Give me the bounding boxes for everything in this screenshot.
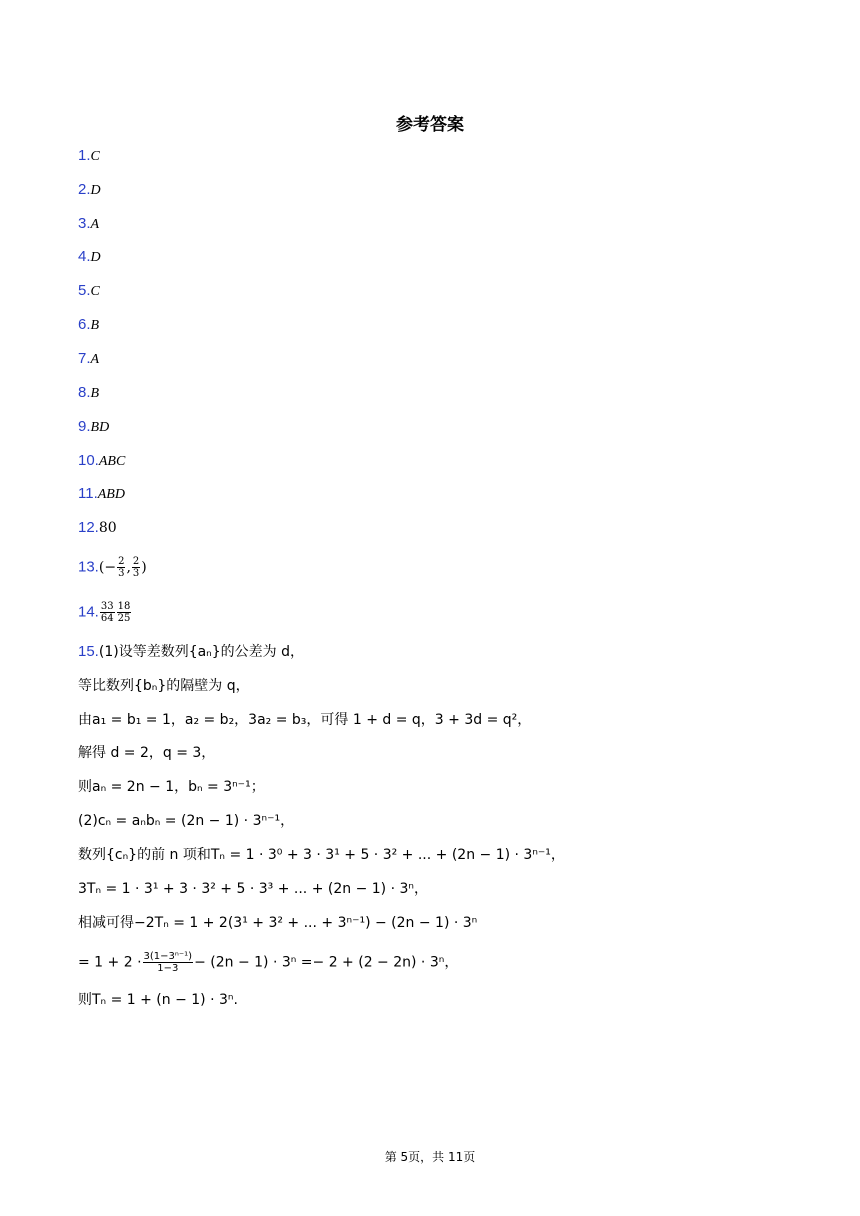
- answer-3: [78, 214, 99, 235]
- answer-number: 2.: [78, 181, 91, 198]
- denominator: 64: [100, 613, 114, 624]
- answer-number: 7.: [78, 350, 91, 367]
- answer-5: [78, 281, 100, 302]
- solution-text: (1)设等差数列{aₙ}的公差为 d，: [98, 644, 304, 660]
- answer-6: [78, 315, 99, 336]
- solution-line-11: 则Tₙ = 1 + (n − 1) · 3ⁿ.: [78, 992, 238, 1008]
- answer-9: [78, 417, 109, 438]
- solution-line-2: 等比数列{bₙ}的隔壁为 q，: [78, 678, 250, 694]
- answer-number: 10.: [78, 452, 99, 469]
- answer-1: [78, 146, 100, 167]
- answer-value: D: [90, 250, 101, 265]
- answer-value: C: [90, 284, 100, 299]
- answer-value: A: [90, 217, 100, 232]
- solution-line-7: 数列{cₙ}的前 n 项和Tₙ = 1 · 3⁰ + 3 · 3¹ + 5 · 3² + ... + (2n − 1) · 3ⁿ⁻¹，: [78, 847, 565, 863]
- answer-value: B: [90, 318, 100, 333]
- solution-line-10: [78, 951, 458, 974]
- answer-value: C: [90, 149, 100, 164]
- answer-12: [78, 518, 117, 538]
- answer-8: [78, 383, 99, 404]
- fraction: [100, 601, 115, 624]
- answer-7: [78, 349, 99, 370]
- solution-line-1: [78, 642, 304, 662]
- page-footer: 第 5页，共 11页: [384, 1150, 476, 1164]
- answer-value: D: [90, 183, 101, 198]
- answer-13: [78, 556, 147, 579]
- denominator: 1−3: [157, 963, 179, 974]
- solution-text: = 1 + 2 ·: [78, 954, 142, 971]
- numerator: 33: [100, 601, 114, 612]
- solution-line-9: 相减可得−2Tₙ = 1 + 2(3¹ + 3² + ... + 3ⁿ⁻¹) − (2n − 1) · 3ⁿ: [78, 915, 478, 931]
- numerator: 3(1−3ⁿ⁻¹): [143, 951, 193, 962]
- solution-line-5: 则aₙ = 2n − 1，bₙ = 3ⁿ⁻¹；: [78, 779, 265, 795]
- numerator: 2: [132, 556, 140, 567]
- fraction: [117, 601, 132, 624]
- answer-value: ABC: [98, 454, 126, 469]
- answer-14: [78, 601, 132, 624]
- answer-value: 80: [98, 520, 117, 536]
- answer-value: B: [90, 386, 100, 401]
- solution-line-3: 由a₁ = b₁ = 1，a₂ = b₂，3a₂ = b₃，可得 1 + d = q，3 + 3d = q²，: [78, 712, 532, 728]
- numerator: 2: [118, 556, 125, 567]
- answer-number: 12.: [78, 519, 99, 536]
- solution-line-6: (2)cₙ = aₙbₙ = (2n − 1) · 3ⁿ⁻¹，: [78, 813, 295, 829]
- answer-4: [78, 247, 101, 268]
- answer-value: BD: [90, 420, 110, 435]
- denominator: 3: [118, 568, 125, 579]
- fraction: [143, 951, 194, 974]
- answer-10: [78, 451, 125, 472]
- denominator: 25: [117, 613, 131, 624]
- answer-number: 6.: [78, 316, 91, 333]
- answer-number: 1.: [78, 147, 91, 164]
- answer-number: 3.: [78, 215, 91, 232]
- answer-number: 4.: [78, 248, 91, 265]
- answer-number: 8.: [78, 384, 91, 401]
- answer-number: 15.: [78, 643, 99, 660]
- answer-number: 9.: [78, 418, 91, 435]
- answer-2: [78, 180, 101, 201]
- answer-value: A: [90, 352, 100, 367]
- denominator: 3: [132, 568, 140, 579]
- solution-text: − (2n − 1) · 3ⁿ =− 2 + (2 − 2n) · 3ⁿ，: [194, 954, 459, 971]
- solution-line-8: 3Tₙ = 1 · 3¹ + 3 · 3² + 5 · 3³ + ... + (2n − 1) · 3ⁿ，: [78, 881, 428, 897]
- answer-value: ABD: [97, 487, 125, 502]
- paren-close: ): [141, 559, 147, 576]
- answer-11: [78, 484, 125, 505]
- answer-number: 13.: [78, 558, 99, 576]
- numerator: 18: [117, 601, 131, 612]
- answer-number: 5.: [78, 282, 91, 299]
- paren-open: (−: [98, 559, 117, 576]
- page-title: 参考答案: [396, 115, 464, 135]
- fraction: [132, 556, 140, 579]
- solution-line-4: 解得 d = 2，q = 3，: [78, 745, 216, 761]
- answer-number: 11.: [78, 485, 98, 502]
- fraction: [117, 556, 125, 579]
- separator: ,: [126, 559, 131, 576]
- answer-number: 14.: [78, 603, 99, 621]
